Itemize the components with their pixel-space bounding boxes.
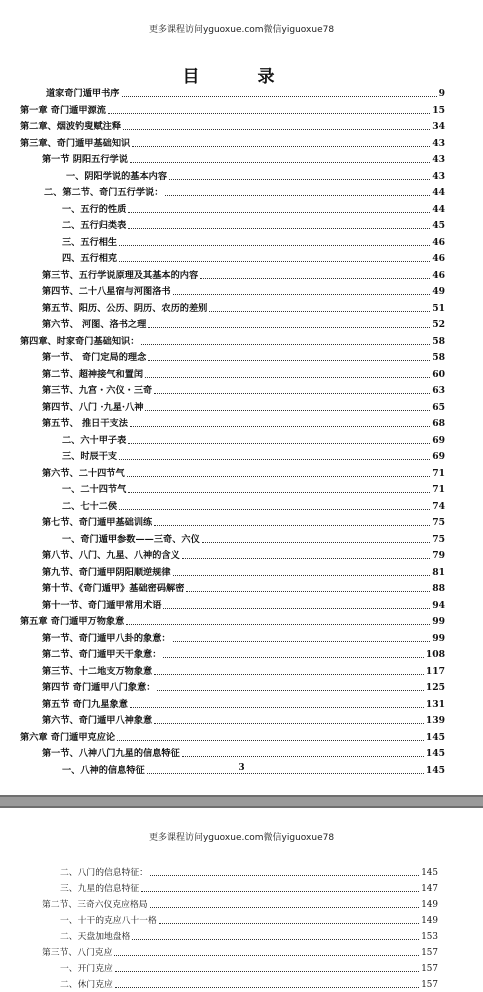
toc-entry[interactable] <box>20 614 445 628</box>
toc-entry-page: 139 <box>425 715 445 726</box>
toc-entry[interactable] <box>66 169 445 183</box>
toc-entry-page: 69 <box>432 434 445 446</box>
toc-entry-title: 第一章 奇门遁甲源流 <box>20 104 106 116</box>
toc-entry-title: 三、九星的信息特征 <box>60 884 140 894</box>
toc-entry[interactable] <box>42 416 445 430</box>
toc-entry-page: 60 <box>432 368 445 380</box>
toc-entry-title: 第三节、五行学说原理及其基本的内容 <box>42 269 199 281</box>
toc-entry-page: 147 <box>421 884 438 894</box>
toc-entry[interactable] <box>42 350 445 364</box>
toc-entry-title: 第一节、奇门遁甲八卦的象意： <box>42 632 171 644</box>
toc-entry-page: 145 <box>425 731 445 743</box>
toc-entry[interactable] <box>42 647 445 661</box>
toc-entry-page: 15 <box>432 104 445 116</box>
toc-entry[interactable] <box>42 268 445 282</box>
toc-entry-title: 一、奇门遁甲参数——三奇、六仪 <box>62 533 200 545</box>
toc-entry-page: 46 <box>432 269 445 281</box>
toc-leader-dots <box>127 476 431 477</box>
toc-entry[interactable] <box>60 913 438 927</box>
toc-entry-title: 第十一节、奇门遁甲常用术语 <box>42 599 162 611</box>
toc-entry[interactable] <box>42 697 445 711</box>
toc-entry[interactable] <box>42 383 445 397</box>
toc-entry[interactable] <box>42 581 445 595</box>
toc-entry-page: 43 <box>432 154 445 165</box>
toc-entry-page: 74 <box>432 500 445 512</box>
toc-leader-dots <box>130 426 430 427</box>
toc-entry-title: 四、五行相克 <box>62 253 118 264</box>
toc-entry-page: 94 <box>432 599 445 611</box>
toc-leader-dots <box>119 245 430 246</box>
toc-leader-dots <box>141 891 419 892</box>
toc-entry-title: 二、六十甲子表 <box>62 434 127 446</box>
toc-entry[interactable] <box>62 202 445 216</box>
toc-entry[interactable] <box>42 400 445 414</box>
toc-leader-dots <box>119 509 430 510</box>
toc-entry-title: 第四节、二十八星宿与河图洛书 <box>42 286 171 297</box>
toc-entry-title: 第六节、奇门遁甲八神象意 <box>42 715 153 726</box>
toc-entry-title: 第四节、八门 ·九星·八神 <box>42 401 144 413</box>
toc-leader-dots <box>150 907 420 908</box>
toc-entry-page: 81 <box>432 566 445 578</box>
toc-entry-page: 68 <box>432 418 445 429</box>
toc-entry[interactable] <box>42 713 445 727</box>
toc-leader-dots <box>154 393 430 394</box>
toc-entry-page: 145 <box>425 764 445 776</box>
toc-leader-dots <box>154 723 424 724</box>
toc-leader-dots <box>128 492 430 493</box>
toc-leader-dots <box>154 674 424 675</box>
toc-entry-page: 145 <box>421 868 438 878</box>
toc-entry-title: 一、阴阳学说的基本内容 <box>66 170 168 182</box>
toc-entry[interactable] <box>42 284 445 298</box>
toc-entry-title: 三、五行相生 <box>62 236 118 248</box>
toc-entry[interactable] <box>42 598 445 612</box>
toc-entry[interactable] <box>60 977 438 991</box>
toc-leader-dots <box>165 195 430 196</box>
toc-leader-dots <box>163 608 430 609</box>
toc-entry[interactable] <box>44 185 445 199</box>
toc-entry-page: 117 <box>425 665 445 677</box>
page-number: 3 <box>238 763 245 773</box>
toc-leader-dots <box>141 344 430 345</box>
toc-entry-title: 第二节、超神接气和置闰 <box>42 368 144 380</box>
toc-entry[interactable] <box>62 482 445 496</box>
toc-leader-dots <box>128 228 430 229</box>
toc-leader-dots <box>148 360 430 361</box>
toc-entry[interactable] <box>62 433 445 447</box>
toc-leader-dots <box>145 377 430 378</box>
toc-entry-title: 第二节、三奇六仪克应格局 <box>42 900 148 910</box>
toc-entry-page: 79 <box>432 550 445 561</box>
toc-leader-dots <box>148 327 430 328</box>
toc-entry[interactable] <box>42 466 445 480</box>
toc-entry-title: 一、八神的信息特征 <box>62 764 145 776</box>
toc-leader-dots <box>115 987 419 988</box>
toc-entry-title: 第二节、奇门遁甲天干象意： <box>42 649 162 660</box>
toc-entry-title: 第三章、奇门遁甲基础知识 <box>20 137 131 149</box>
page-separator <box>0 795 483 808</box>
toc-leader-dots <box>163 657 423 658</box>
toc-entry-title: 第八节、八门、九星、八神的含义 <box>42 550 180 561</box>
toc-entry[interactable] <box>42 565 445 579</box>
toc-leader-dots <box>173 641 431 642</box>
toc-leader-dots <box>145 410 430 411</box>
toc-entry-page: 46 <box>432 253 445 264</box>
toc-entry[interactable] <box>60 881 438 895</box>
toc-entry[interactable] <box>20 103 445 117</box>
toc-entry-page: 9 <box>438 88 445 99</box>
toc-title: 目 录 <box>182 67 301 87</box>
toc-leader-dots <box>132 939 419 940</box>
toc-entry[interactable] <box>20 136 445 150</box>
toc-entry[interactable] <box>20 730 445 744</box>
toc-leader-dots <box>154 525 430 526</box>
toc-leader-dots <box>200 278 430 279</box>
toc-entry[interactable] <box>46 86 445 100</box>
toc-entry[interactable] <box>42 548 445 562</box>
toc-entry-title: 二、天盘加地盘格 <box>60 932 131 942</box>
toc-leader-dots <box>169 179 430 180</box>
toc-leader-dots <box>182 756 424 757</box>
toc-entry[interactable] <box>62 235 445 249</box>
toc-entry[interactable] <box>62 499 445 513</box>
toc-entry[interactable] <box>42 664 445 678</box>
toc-entry-title: 第六节、二十四节气 <box>42 467 125 479</box>
toc-entry-page: 43 <box>432 170 445 182</box>
toc-entry-title: 第七节、奇门遁甲基础训练 <box>42 517 153 528</box>
toc-entry[interactable] <box>42 317 445 331</box>
toc-entry-title: 第五节 奇门九星象意 <box>42 698 128 710</box>
toc-leader-dots <box>122 96 437 97</box>
toc-entry-title: 二、七十二侯 <box>62 500 118 512</box>
toc-entry[interactable] <box>42 152 445 166</box>
toc-entry[interactable] <box>20 119 445 133</box>
toc-entry-page: 99 <box>432 632 445 644</box>
toc-entry[interactable] <box>62 218 445 232</box>
toc-entry[interactable] <box>42 367 445 381</box>
toc-entry[interactable] <box>60 865 438 879</box>
toc-entry-page: 145 <box>425 748 445 759</box>
toc-leader-dots <box>126 624 430 625</box>
toc-entry-page: 69 <box>432 451 445 462</box>
toc-entry[interactable] <box>42 515 445 529</box>
toc-leader-dots <box>119 459 430 460</box>
toc-entry-page: 44 <box>432 203 445 215</box>
toc-leader-dots <box>173 575 431 576</box>
toc-leader-dots <box>182 558 430 559</box>
toc-entry-title: 第四节 奇门遁甲八门象意： <box>42 682 156 693</box>
toc-leader-dots <box>132 146 430 147</box>
toc-entry-page: 58 <box>432 352 445 363</box>
toc-entry-title: 三、时辰干支 <box>62 451 118 462</box>
toc-entry-page: 149 <box>421 916 438 926</box>
toc-leader-dots <box>130 162 430 163</box>
toc-entry-title: 一、开门克应 <box>60 964 113 974</box>
toc-entry-page: 131 <box>425 698 445 710</box>
toc-entry-title: 一、二十四节气 <box>62 484 127 495</box>
toc-leader-dots <box>157 690 423 691</box>
toc-entry-page: 63 <box>432 385 445 396</box>
toc-entry-page: 44 <box>432 187 445 198</box>
toc-leader-dots <box>150 875 419 876</box>
toc-entry[interactable] <box>62 532 445 546</box>
toc-entry-title: 第六节、 河图、洛书之理 <box>42 319 147 330</box>
toc-entry-page: 88 <box>432 583 445 594</box>
toc-leader-dots <box>130 707 424 708</box>
toc-entry[interactable] <box>42 680 445 694</box>
toc-entry-page: 65 <box>432 401 445 413</box>
toc-leader-dots <box>114 955 419 956</box>
toc-entry-page: 34 <box>432 121 445 132</box>
toc-entry[interactable] <box>62 251 445 265</box>
toc-entry-title: 第九节、奇门遁甲阴阳顺逆规律 <box>42 566 171 578</box>
toc-entry-page: 46 <box>432 236 445 248</box>
toc-entry-title: 二、八门的信息特征： <box>60 868 148 878</box>
toc-entry-page: 149 <box>421 900 438 910</box>
toc-entry-page: 99 <box>432 616 445 627</box>
toc-entry-title: 一、五行的性质 <box>62 203 127 215</box>
toc-entry-title: 第一节、八神八门九星的信息特征 <box>42 748 180 759</box>
toc-entry[interactable] <box>60 961 438 975</box>
toc-entry-page: 52 <box>432 319 445 330</box>
toc-leader-dots <box>128 443 430 444</box>
toc-entry-title: 第五节、 推日干支法 <box>42 418 128 429</box>
toc-entry-page: 45 <box>432 220 445 231</box>
toc-entry-page: 71 <box>432 484 445 495</box>
toc-entry-page: 108 <box>425 649 445 660</box>
toc-leader-dots <box>186 591 430 592</box>
toc-entry-title: 二、第二节、奇门五行学说： <box>44 187 164 198</box>
toc-entry-title: 第六章 奇门遁甲克应论 <box>20 731 116 743</box>
toc-entry-page: 49 <box>432 286 445 297</box>
toc-entry-title: 第三节、十二地支万物象意 <box>42 665 153 677</box>
toc-entry-title: 道家奇门遁甲书序 <box>46 88 120 99</box>
document-page-2 <box>0 808 483 992</box>
toc-entry-page: 153 <box>421 932 438 942</box>
toc-leader-dots <box>115 971 419 972</box>
toc-entry-page: 75 <box>432 517 445 528</box>
toc-entry-title: 第十节、《奇门遁甲》基础密码解密 <box>42 583 185 594</box>
toc-entry-title: 第五节、阳历、公历、阴历、农历的差别 <box>42 302 208 314</box>
toc-entry[interactable] <box>42 746 445 760</box>
toc-entry-title: 第五章 奇门遁甲万物象意 <box>20 616 125 627</box>
toc-leader-dots <box>209 311 430 312</box>
toc-leader-dots <box>123 129 430 130</box>
page-header: 更多课程访问yguoxue.com微信yiguoxue78 <box>148 833 335 843</box>
toc-leader-dots <box>119 261 430 262</box>
toc-leader-dots <box>202 542 430 543</box>
toc-entry[interactable] <box>42 945 438 959</box>
toc-entry-title: 第一节 阴阳五行学说 <box>42 154 128 165</box>
toc-entry[interactable] <box>60 929 438 943</box>
toc-leader-dots <box>128 212 430 213</box>
toc-entry[interactable] <box>42 301 445 315</box>
toc-entry-title: 第二章、烟波钓叟赋注释 <box>20 121 122 132</box>
toc-entry-page: 157 <box>421 964 438 974</box>
toc-entry-page: 157 <box>421 948 438 958</box>
toc-entry-title: 第三节、九宫・六仪・三奇 <box>42 385 153 396</box>
toc-entry-page: 75 <box>432 533 445 545</box>
toc-entry-page: 157 <box>421 980 438 990</box>
toc-entry[interactable] <box>62 449 445 463</box>
toc-leader-dots <box>117 740 424 741</box>
toc-entry-title: 第一节、 奇门定局的理念 <box>42 352 147 363</box>
toc-entry-title: 二、五行归类表 <box>62 220 127 231</box>
toc-entry-page: 58 <box>432 335 445 347</box>
toc-entry[interactable] <box>42 897 438 911</box>
toc-entry-title: 第四章、时家奇门基础知识： <box>20 335 140 347</box>
page-header: 更多课程访问yguoxue.com微信yiguoxue78 <box>148 25 335 35</box>
toc-entry[interactable] <box>42 631 445 645</box>
toc-entry-page: 51 <box>432 302 445 314</box>
toc-leader-dots <box>159 923 419 924</box>
toc-entry[interactable] <box>20 334 445 348</box>
toc-leader-dots <box>173 294 431 295</box>
toc-entry-title: 第三节、八门克应 <box>42 948 113 958</box>
toc-leader-dots <box>108 113 430 114</box>
toc-entry-title: 二、休门克应 <box>60 980 113 990</box>
toc-entry-page: 125 <box>425 682 445 693</box>
toc-entry-page: 71 <box>432 467 445 479</box>
toc-entry-page: 43 <box>432 137 445 149</box>
toc-entry-title: 一、十干的克应八十一格 <box>60 916 157 926</box>
